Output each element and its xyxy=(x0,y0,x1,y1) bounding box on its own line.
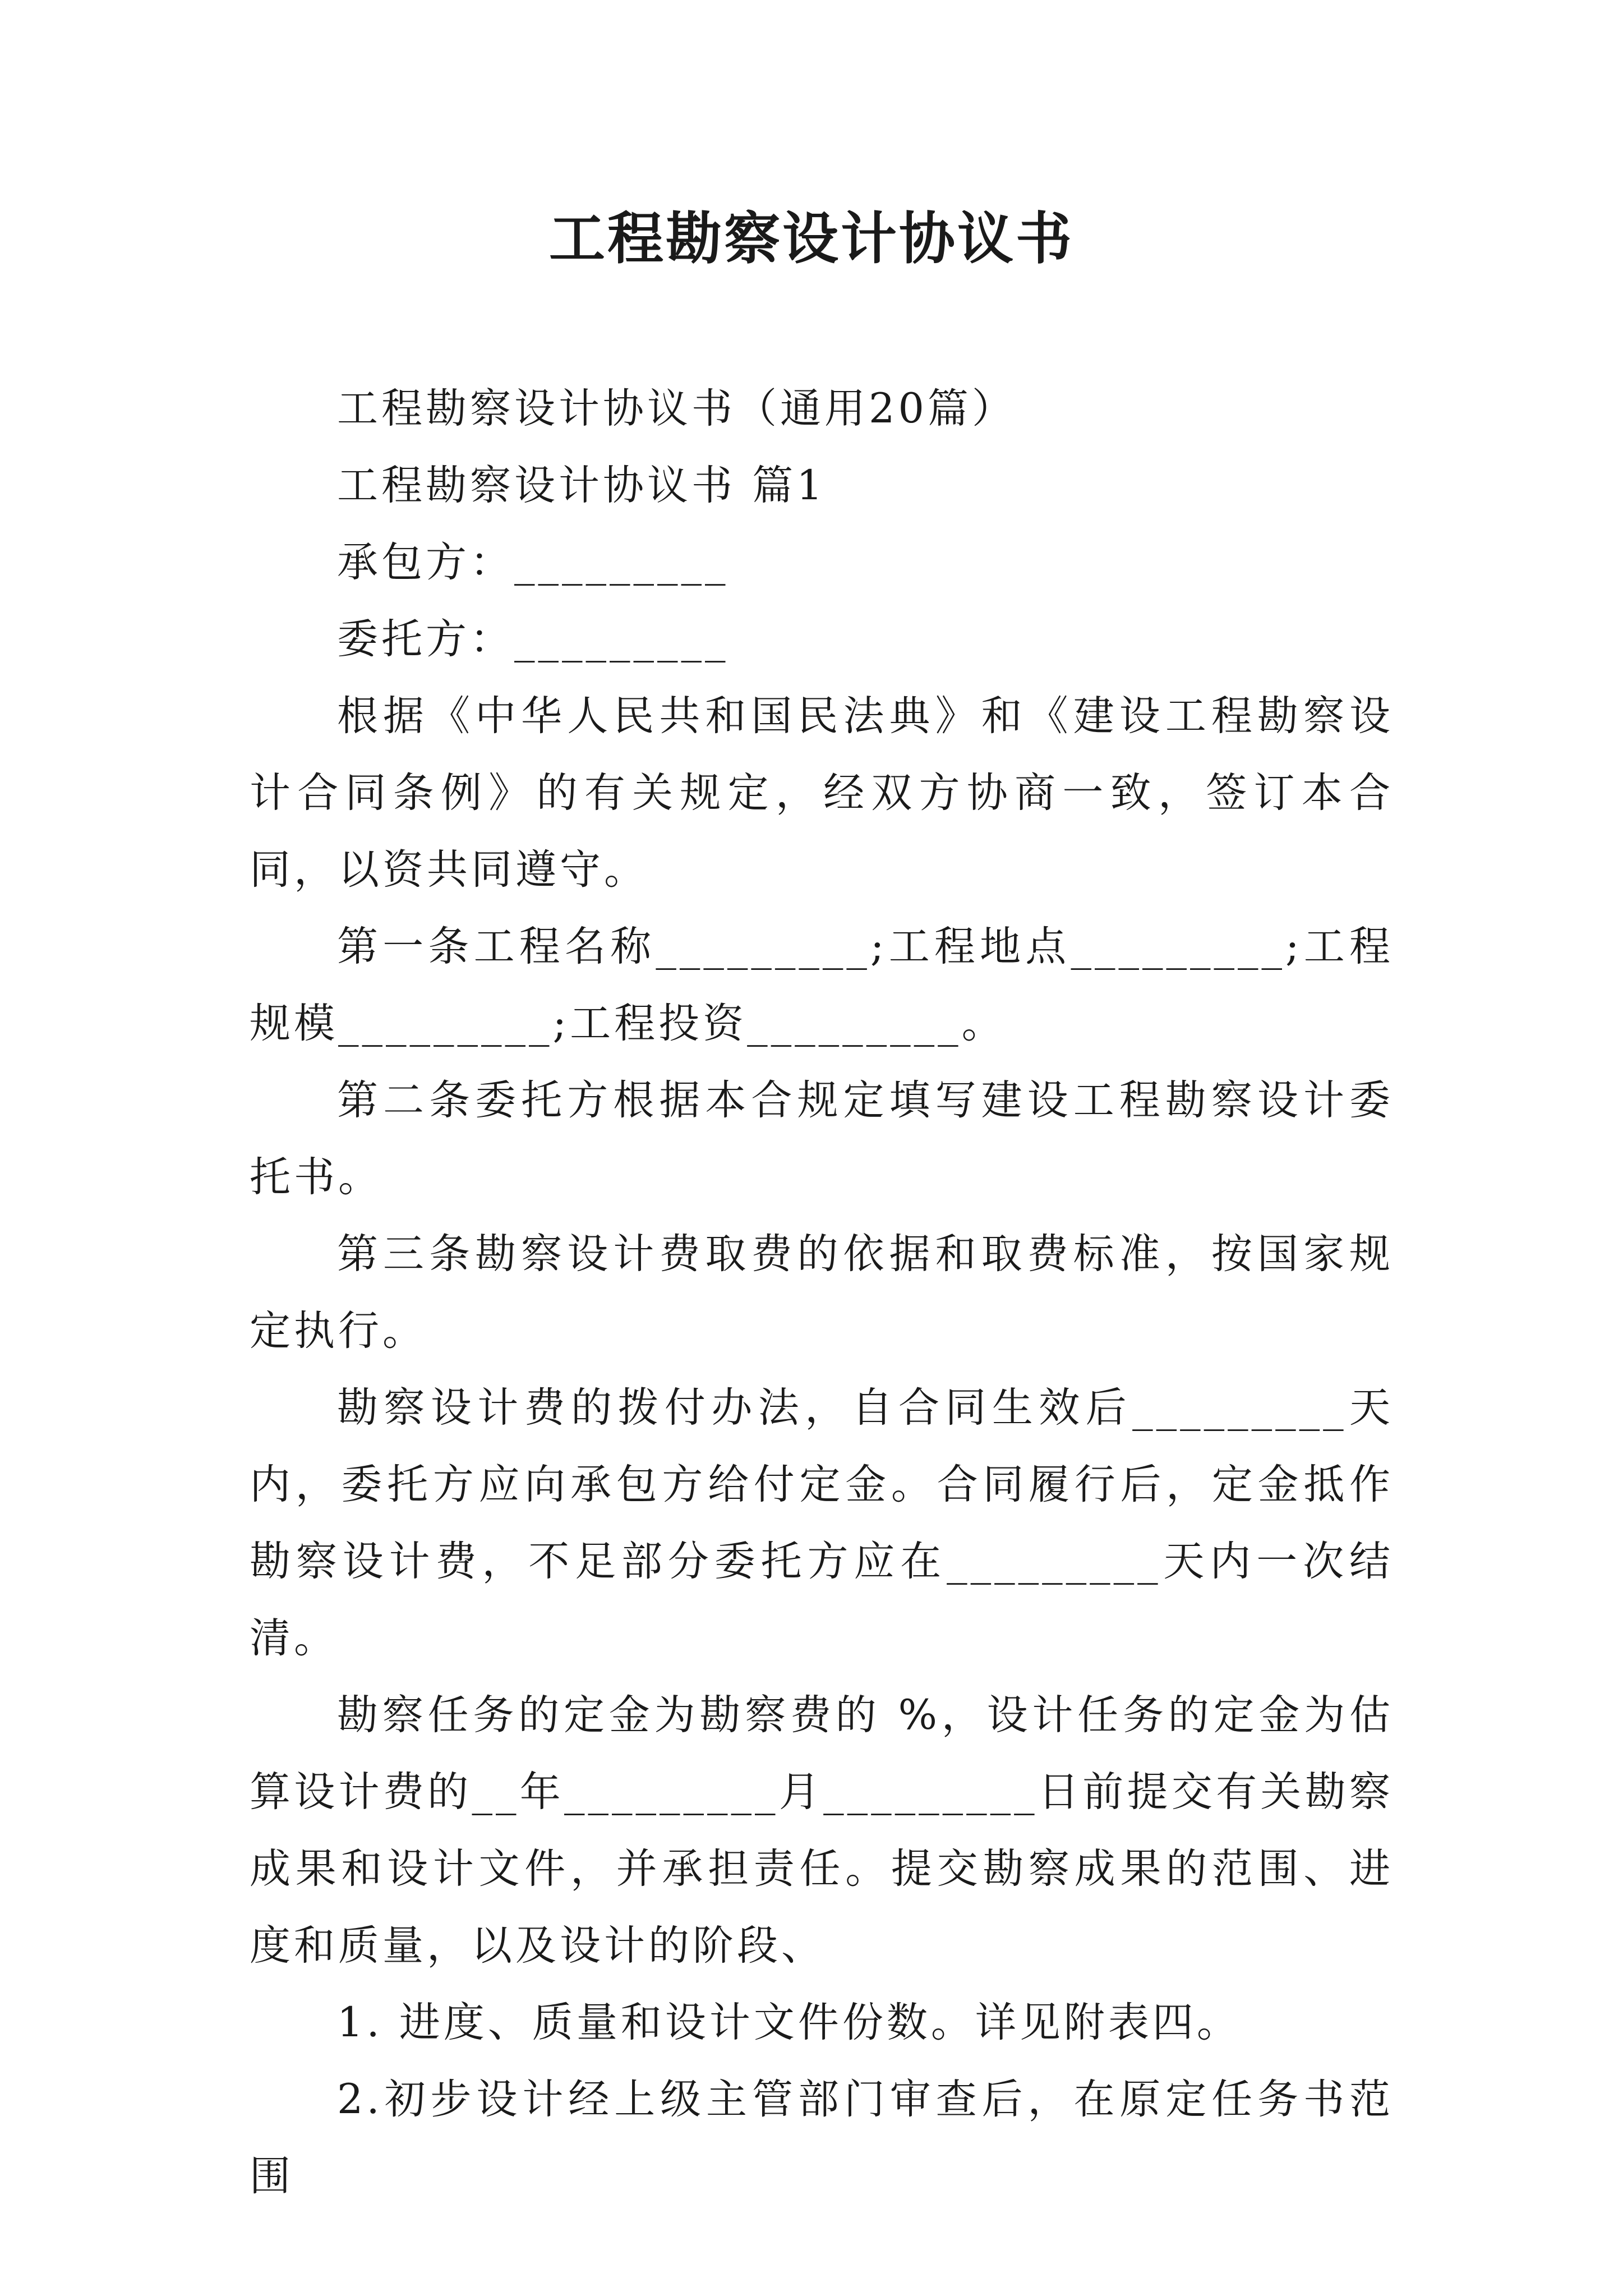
paragraph-article-1: 第一条工程名称_________;工程地点_________;工程规模_________;工程投资_________。 xyxy=(250,923,1394,1047)
paragraph-article-3: 第三条勘察设计费取费的依据和取费标准，按国家规定执行。 xyxy=(250,1230,1394,1355)
paragraph-section-heading: 工程勘察设计协议书 篇1 xyxy=(337,462,826,509)
paragraph-contractor: 承包方：_________ xyxy=(337,539,729,586)
paragraph-legal-basis: 根据《中华人民共和国民法典》和《建设工程勘察设计合同条例》的有关规定，经双方协商一致，签订本合同，以资共同遵守。 xyxy=(250,692,1394,894)
paragraph-deposit-terms: 勘察任务的定金为勘察费的 %，设计任务的定金为估算设计费的__年_________月_________日前提交有关勘察成果和设计文件，并承担责任。提交勘察成果的范围、进度和质量，以及设计的阶段、 xyxy=(250,1691,1394,1970)
paragraph-client: 委托方：_________ xyxy=(337,615,729,663)
paragraph-item-2: 2.初步设计经上级主管部门审查后，在原定任务书范围 xyxy=(250,2076,1394,2200)
document-body xyxy=(250,370,1394,2215)
paragraph-collection-title: 工程勘察设计协议书（通用20篇） xyxy=(337,385,1016,432)
document-title: 工程勘察设计协议书 xyxy=(549,205,1074,272)
paragraph-article-2: 第二条委托方根据本合规定填写建设工程勘察设计委托书。 xyxy=(250,1076,1394,1201)
paragraph-payment-method: 勘察设计费的拨付办法，自合同生效后_________天内，委托方应向承包方给付定金。合同履行后，定金抵作勘察设计费，不足部分委托方应在_________天内一次结清。 xyxy=(250,1384,1394,1662)
paragraph-item-1: 1. 进度、质量和设计文件份数。详见附表四。 xyxy=(337,1999,1241,2046)
